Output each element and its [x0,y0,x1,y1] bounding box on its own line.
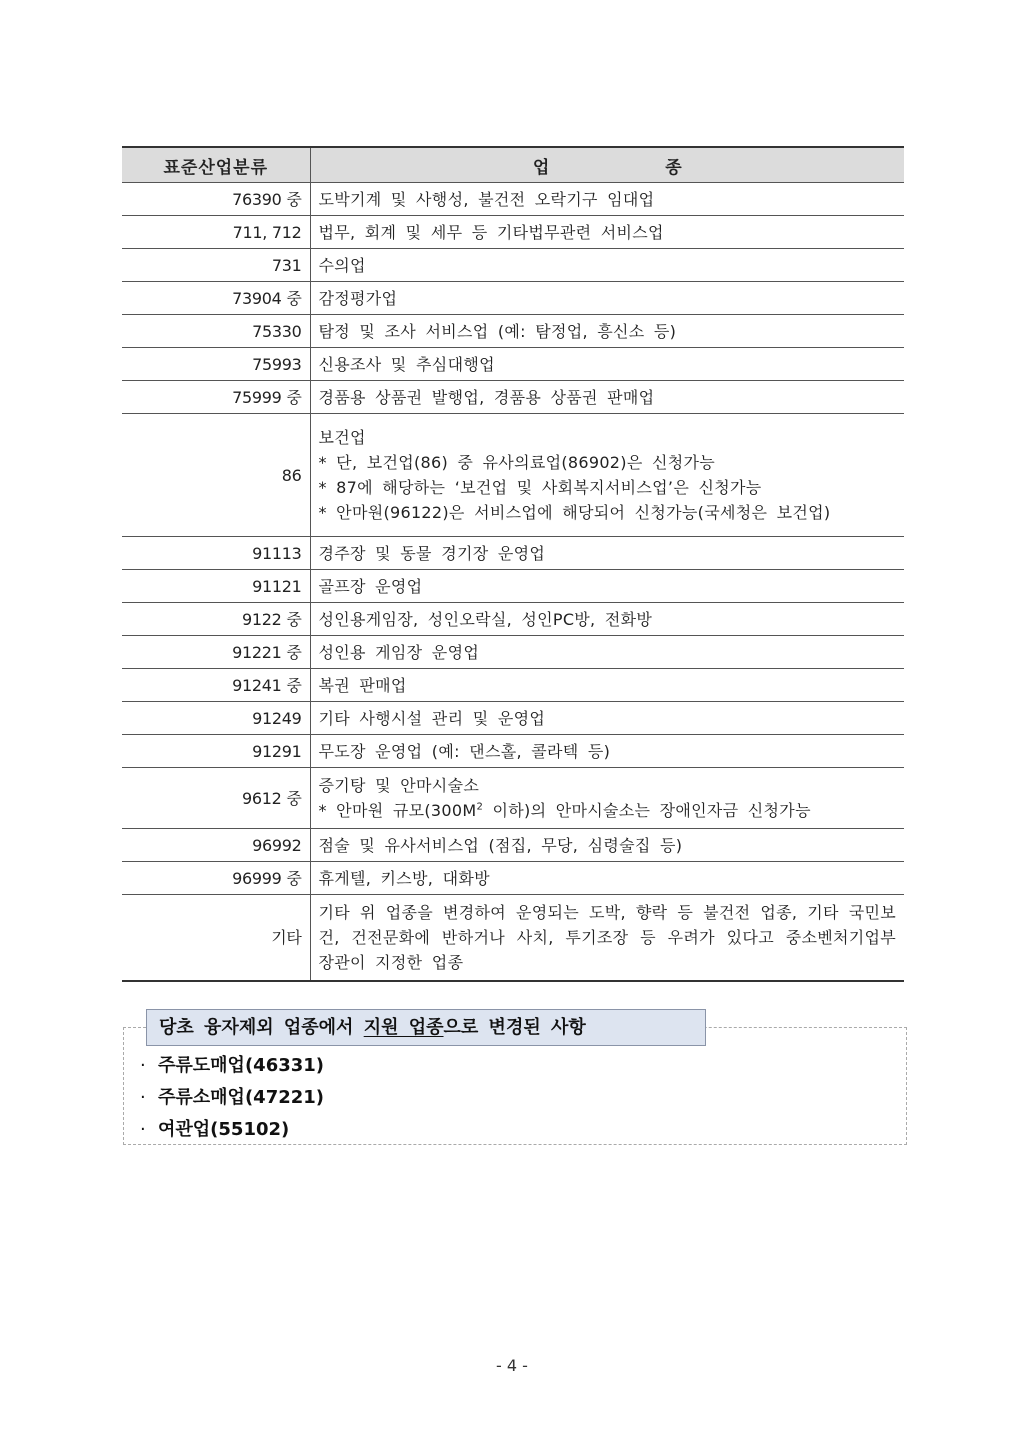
row-desc: 점술 및 유사서비스업 (점집, 무당, 심령술집 등) [310,829,904,862]
row-code: 기타 [122,895,310,982]
row-note-line [319,798,897,823]
row-code: 91291 [122,735,310,768]
row-code: 76390 중 [122,183,310,216]
row-code: 86 [122,414,310,537]
row-desc: 복권 판매업 [310,669,904,702]
table-row [122,414,904,537]
row-code: 75999 중 [122,381,310,414]
row-note-line: * 단, 보건업(86) 중 유사의료업(86902)은 신청가능 [318,453,715,472]
row-note-line: * 안마원(96122)은 서비스업에 해당되어 신청가능(국세청은 보건업) [318,503,831,522]
row-note-line: * 87에 해당하는 ‘보건업 및 사회복지서비스업’은 신청가능 [318,478,762,497]
table-header-row [122,147,904,183]
table-row [122,183,904,216]
table-row [122,768,904,829]
table-row [122,636,904,669]
row-desc: 탐정 및 조사 서비스업 (예: 탐정업, 흥신소 등) [310,315,904,348]
list-item [140,1115,289,1141]
list-item-text: 주류도매업(46331) [158,1055,325,1076]
table-row [122,570,904,603]
row-code: 9122 중 [122,603,310,636]
table-row [122,381,904,414]
table-row [122,603,904,636]
row-desc: 기타 위 업종을 변경하여 운영되는 도박, 향락 등 불건전 업종, 기타 국민보건, 건전문화에 반하거나 사치, 투기조장 등 우려가 있다고 중소벤처기업부 장관이 지정한 업종 [310,895,904,982]
note-superscript: 2 [476,801,484,813]
row-desc-line: 보건업 [318,428,366,447]
row-code: 96992 [122,829,310,862]
row-desc-line: 증기탕 및 안마시술소 [318,776,480,795]
header-classification: 표준산업분류 [122,147,310,183]
row-code: 96999 중 [122,862,310,895]
row-code: 91221 중 [122,636,310,669]
row-desc [310,768,904,829]
row-code: 75330 [122,315,310,348]
table-row [122,537,904,570]
row-desc: 무도장 운영업 (예: 댄스홀, 콜라텍 등) [310,735,904,768]
row-desc: 법무, 회계 및 세무 등 기타법무관련 서비스업 [310,216,904,249]
row-desc: 휴게텔, 키스방, 대화방 [310,862,904,895]
header-industry: 업 종 [310,147,904,183]
page-number: - 4 - [496,1356,528,1375]
row-code: 711, 712 [122,216,310,249]
list-item-text: 주류소매업(47221) [158,1087,325,1108]
bullet: · [140,1119,146,1140]
table-row [122,669,904,702]
table-row [122,216,904,249]
table-row [122,895,904,982]
list-item [140,1083,324,1109]
table-row [122,862,904,895]
changed-items-title [146,1009,706,1046]
row-desc: 성인용게임장, 성인오락실, 성인PC방, 전화방 [310,603,904,636]
row-desc: 경주장 및 동물 경기장 운영업 [310,537,904,570]
title-text-pre: 당초 융자제외 업종에서 [159,1017,364,1038]
row-desc: 경품용 상품권 발행업, 경품용 상품권 판매업 [310,381,904,414]
row-code: 9612 중 [122,768,310,829]
row-code: 91249 [122,702,310,735]
title-text-post: 으로 변경된 사항 [443,1017,586,1038]
row-code: 91121 [122,570,310,603]
excluded-industries-table [122,146,904,982]
bullet: · [140,1055,146,1076]
note-text-post: 이하)의 안마시술소는 장애인자금 신청가능 [483,801,811,820]
row-code: 731 [122,249,310,282]
row-desc: 도박기계 및 사행성, 불건전 오락기구 임대업 [310,183,904,216]
row-desc: 기타 사행시설 관리 및 운영업 [310,702,904,735]
table-row [122,829,904,862]
table-row [122,735,904,768]
table-row [122,249,904,282]
table-row [122,348,904,381]
bullet: · [140,1087,146,1108]
row-code: 91241 중 [122,669,310,702]
row-code: 73904 중 [122,282,310,315]
note-text-pre: * 안마원 규모(300M [318,801,477,820]
list-item [140,1051,324,1077]
row-desc: 신용조사 및 추심대행업 [310,348,904,381]
table-row [122,282,904,315]
row-code: 75993 [122,348,310,381]
row-desc: 성인용 게임장 운영업 [310,636,904,669]
row-desc: 감정평가업 [310,282,904,315]
list-item-text: 여관업(55102) [158,1119,290,1140]
row-desc: 수의업 [310,249,904,282]
row-code: 91113 [122,537,310,570]
table-row [122,315,904,348]
row-desc: 골프장 운영업 [310,570,904,603]
table-row [122,702,904,735]
row-desc [310,414,904,537]
title-text-underlined: 지원 업종 [363,1017,444,1038]
